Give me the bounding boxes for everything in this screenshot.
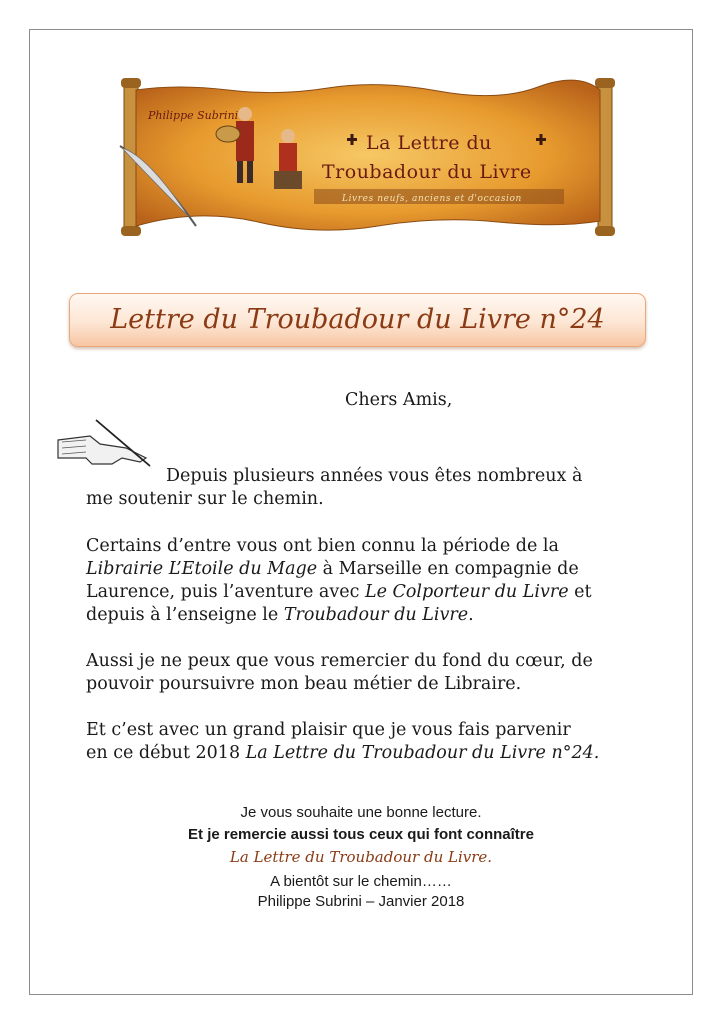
newsletter-title-bar [69,293,646,347]
paragraph-4-line-1: Et c’est avec un grand plaisir que je vous fais parvenir [86,720,571,740]
paragraph-2-line-3 [86,581,646,604]
paragraph-2-line-2 [86,558,646,581]
paragraph-4-line-2-pre: en ce début 2018 [86,743,246,763]
paragraph-2-line-1: Certains d’entre vous ont bien connu la période de la [86,536,559,556]
banner-tagline: Livres neufs, anciens et d'occasion [342,194,522,204]
greeting: Chers Amis, [345,390,453,410]
closing-thanks: Et je remercie aussi tous ceux qui font connaître [188,826,534,843]
paragraph-2 [86,535,646,627]
paragraph-2-line-2-rest: à Marseille en compagnie de [317,559,579,579]
closing-wish: Je vous souhaite une bonne lecture. [240,804,482,821]
paragraph-1-line-1: Depuis plusieurs années vous êtes nombreux à [166,466,583,486]
paragraph-2-line-4 [86,604,646,627]
paragraph-3-line-1: Aussi je ne peux que vous remercier du fond du cœur, de [86,651,593,671]
newsletter-title: Lettre du Troubadour du Livre n°24 [110,304,605,335]
closing-signature: Philippe Subrini – Janvier 2018 [257,893,465,910]
banner-author-signature: Philippe Subrini [148,109,239,122]
paragraph-2-line-3-post: et [568,582,592,602]
paragraph-4 [86,719,646,765]
parchment-scroll-image [118,76,618,241]
paragraph-2-line-4-post: . [468,605,474,625]
newsletter-name-inline: La Lettre du Troubadour du Livre n°24. [245,743,600,763]
banner-title-line1: La Lettre du [366,132,492,154]
paragraph-4-line-2 [86,742,646,765]
closing-farewell: A bientôt sur le chemin…… [270,873,452,890]
colporteur-name: Le Colporteur du Livre [364,582,569,602]
paragraph-2-line-3-pre: Laurence, puis l’aventure avec [86,582,365,602]
paragraph-2-line-4-pre: depuis à l’enseigne le [86,605,284,625]
paragraph-1-line-2: me soutenir sur le chemin. [86,489,324,509]
banner-title-line2: Troubadour du Livre [322,161,532,183]
header-banner [118,76,618,241]
bookshop-name: Librairie L’Etoile du Mage [86,559,318,579]
paragraph-1 [86,465,646,511]
paragraph-3 [86,650,646,696]
closing-newsletter-name: La Lettre du Troubadour du Livre. [229,848,493,866]
troubadour-name: Troubadour du Livre [283,605,469,625]
paragraph-3-line-2: pouvoir poursuivre mon beau métier de Libraire. [86,674,522,694]
